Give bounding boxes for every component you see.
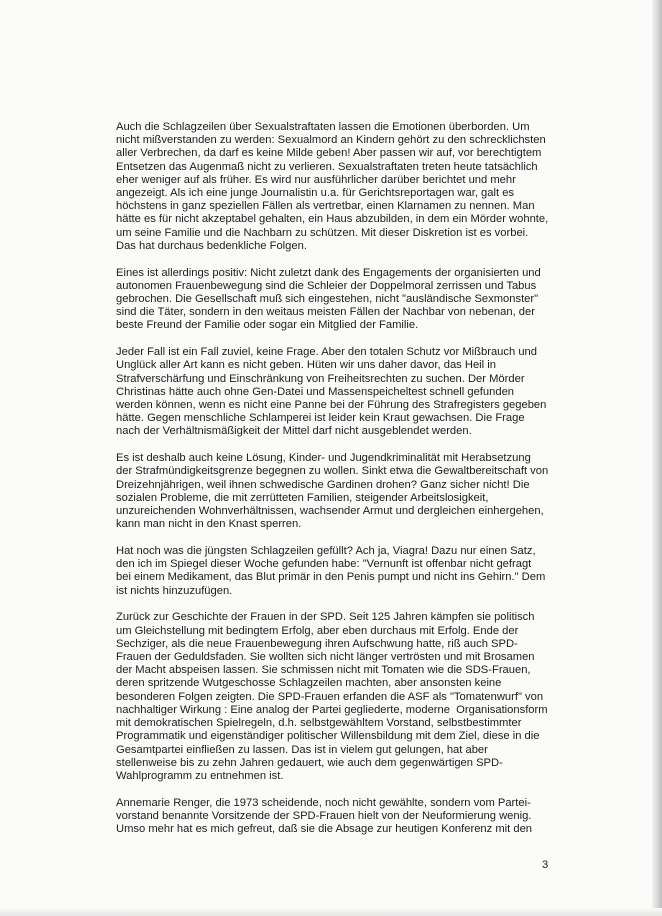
page-number: 3 — [542, 859, 549, 871]
text-line: autonomen Frauenbewegung sind die Schleier der Doppelmoral zerrissen und Tabus — [116, 279, 537, 292]
text-line: den ich im Spiegel dieser Woche gefunden habe: "Vernunft ist offenbar nicht gefragt — [116, 558, 532, 571]
body-text — [116, 121, 549, 850]
text-line: mit demokratischen Spielregeln, d.h. selbstgewähltem Vorstand, selbstbestimmter — [116, 717, 522, 730]
text-line: beste Freund der Familie oder sogar ein Mitglied der Familie. — [116, 319, 419, 332]
text-line: kann man nicht in den Knast sperren. — [116, 518, 302, 531]
text-line: Sechziger, als die neue Frauenbewegung ihren Aufschwung hatte, riß auch SPD- — [116, 637, 518, 650]
text-line: Entsetzen das Augenmaß nicht zu verlieren. Sexualstraftaten treten heute tatsächlich — [116, 160, 538, 173]
text-line: Annemarie Renger, die 1973 scheidende, noch nicht gewählte, sondern vom Partei- — [116, 796, 531, 809]
paragraph — [116, 346, 546, 438]
text-line: Dreizehnjährigen, weil ihnen schwedische Gardinen drohen? Ganz sicher nicht! Die — [116, 478, 530, 491]
text-line: sind die Täter, sondern in den weitaus meisten Fällen der Nachbar von nebenan, der — [116, 306, 535, 319]
text-line: gebrochen. Die Gesellschaft muß sich eingestehen, nicht "ausländische Sexmonster" — [116, 293, 539, 306]
text-line: um seine Familie und die Nachbarn zu schützen. Mit dieser Diskretion ist es vorbei. — [116, 226, 529, 239]
text-line: unzureichenden Wohnverhältnissen, wachsender Armut und dergleichen einhergehen, — [116, 505, 544, 518]
paragraph — [116, 452, 549, 531]
text-line: um Gleichstellung mit bedingtem Erfolg, aber eben durchaus mit Erfolg. Ende der — [116, 624, 519, 637]
text-line: Es ist deshalb auch keine Lösung, Kinder- und Jugendkriminalität mit Herabsetzung — [116, 452, 531, 465]
text-line: werden können, wenn es nicht eine Panne bei der Führung des Strafregisters gegeben — [116, 399, 547, 412]
text-line: der Macht abspeisen lassen. Sie schmissen nicht mit Tomaten wie die SDS-Frauen, — [116, 664, 531, 677]
text-line: Auch die Schlagzeilen über Sexualstraftaten lassen die Emotionen überborden. Um — [116, 121, 530, 133]
text-line: angezeigt. Als ich eine junge Journalistin u.a. für Gerichtsreportagen war, galt es — [116, 187, 515, 200]
text-line: Programmatik und eigenständiger politischer Willensbildung mit dem Ziel, diese in die — [116, 730, 540, 743]
text-line: Das hat durchaus bedenkliche Folgen. — [116, 239, 307, 252]
text-line: hätte es für nicht akzeptabel gehalten, ein Haus abzubilden, in dem ein Mörder wohnte, — [116, 213, 549, 226]
text-line: besonderen Folgen zeigten. Die SPD-Frauen erfanden die ASF als "Tomatenwurf" von — [116, 690, 544, 703]
text-line: der Strafmündigkeitsgrenze begegnen zu wollen. Sinkt etwa die Gewaltbereitschaft von — [116, 465, 549, 478]
text-line: Christinas hätte auch ohne Gen-Datei und Massenspeicheltest schnell gefunden — [116, 385, 515, 398]
text-line: bei einem Medikament, das Blut primär in den Penis pumpt und nicht ins Gehirn." Dem — [116, 571, 546, 584]
text-line: höchstens in ganz speziellen Fällen als vertretbar, einen Klarnamen zu nennen. Man — [116, 200, 535, 213]
text-line: Frauen der Geduldsfaden. Sie wollten sich nicht länger vertrösten und mit Brosamen — [116, 651, 535, 664]
text-line: sozialen Probleme, die mit zerrütteten Familien, steigender Arbeitslosigkeit, — [116, 491, 489, 504]
text-line: hätte. Gegen menschliche Schlamperei ist leider kein Kraut gewachsen. Die Frage — [116, 412, 525, 425]
paragraph — [116, 545, 546, 598]
paragraph — [116, 797, 546, 837]
text-line: Strafverschärfung und Einschränkung von Freiheitsrechten zu suchen. Der Mörder — [116, 372, 525, 385]
text-line: Hat noch was die jüngsten Schlagzeilen gefüllt? Ach ja, Viagra! Dazu nur einen Satz, — [116, 545, 536, 558]
text-line: nicht mißverstanden zu werden: Sexualmord an Kindern gehört zu den schrecklichsten — [116, 134, 546, 147]
text-line: Eines ist allerdings positiv: Nicht zuletzt dank des Engagements der organisierten und — [116, 266, 541, 279]
text-line: deren spritzende Wutgeschosse Schlagzeilen machten, aber ansonsten keine — [116, 677, 502, 690]
paragraph — [116, 611, 546, 783]
text-line: Umso mehr hat es mich gefreut, daß sie die Absage zur heutigen Konferenz mit den — [116, 823, 533, 836]
text-line: stellenweise bis zu zehn Jahren gedauert, wie auch dem gegenwärtigen SPD- — [116, 756, 503, 769]
text-line: nach der Verhältnismäßigkeit der Mittel darf nicht ausgeblendet werden. — [116, 425, 472, 438]
paragraph — [116, 267, 546, 333]
text-line: aller Verbrechen, da darf es keine Milde geben! Aber passen wir auf, vor berechtigtem — [116, 147, 542, 160]
text-line: Jeder Fall ist ein Fall zuviel, keine Frage. Aber den totalen Schutz vor Mißbrauch und — [116, 346, 537, 359]
text-line: vorstand benannte Vorsitzende der SPD-Frauen hielt von der Neuformierung wenig. — [116, 809, 532, 822]
text-line: nachhaltiger Wirkung : Eine analog der Partei gegliederte, moderne Organisationsform — [116, 703, 548, 716]
scan-shadow-bottom — [0, 908, 662, 916]
text-line: Wahlprogramm zu entnehmen ist. — [116, 769, 284, 782]
scan-shadow-right — [652, 0, 662, 916]
text-line: Gesamtpartei einfließen zu lassen. Das ist in vielem gut gelungen, hat aber — [116, 743, 488, 756]
text-line: eher weniger auf als früher. Es wird nur ausführlicher darüber berichtet und mehr — [116, 173, 516, 186]
text-line: Unglück aller Art kann es nicht geben. Hüten wir uns daher davor, das Heil in — [116, 359, 496, 372]
paragraph — [116, 121, 549, 253]
text-line: ist nichts hinzuzufügen. — [116, 584, 233, 597]
text-line: Zurück zur Geschichte der Frauen in der SPD. Seit 125 Jahren kämpfen sie politisch — [116, 611, 535, 624]
